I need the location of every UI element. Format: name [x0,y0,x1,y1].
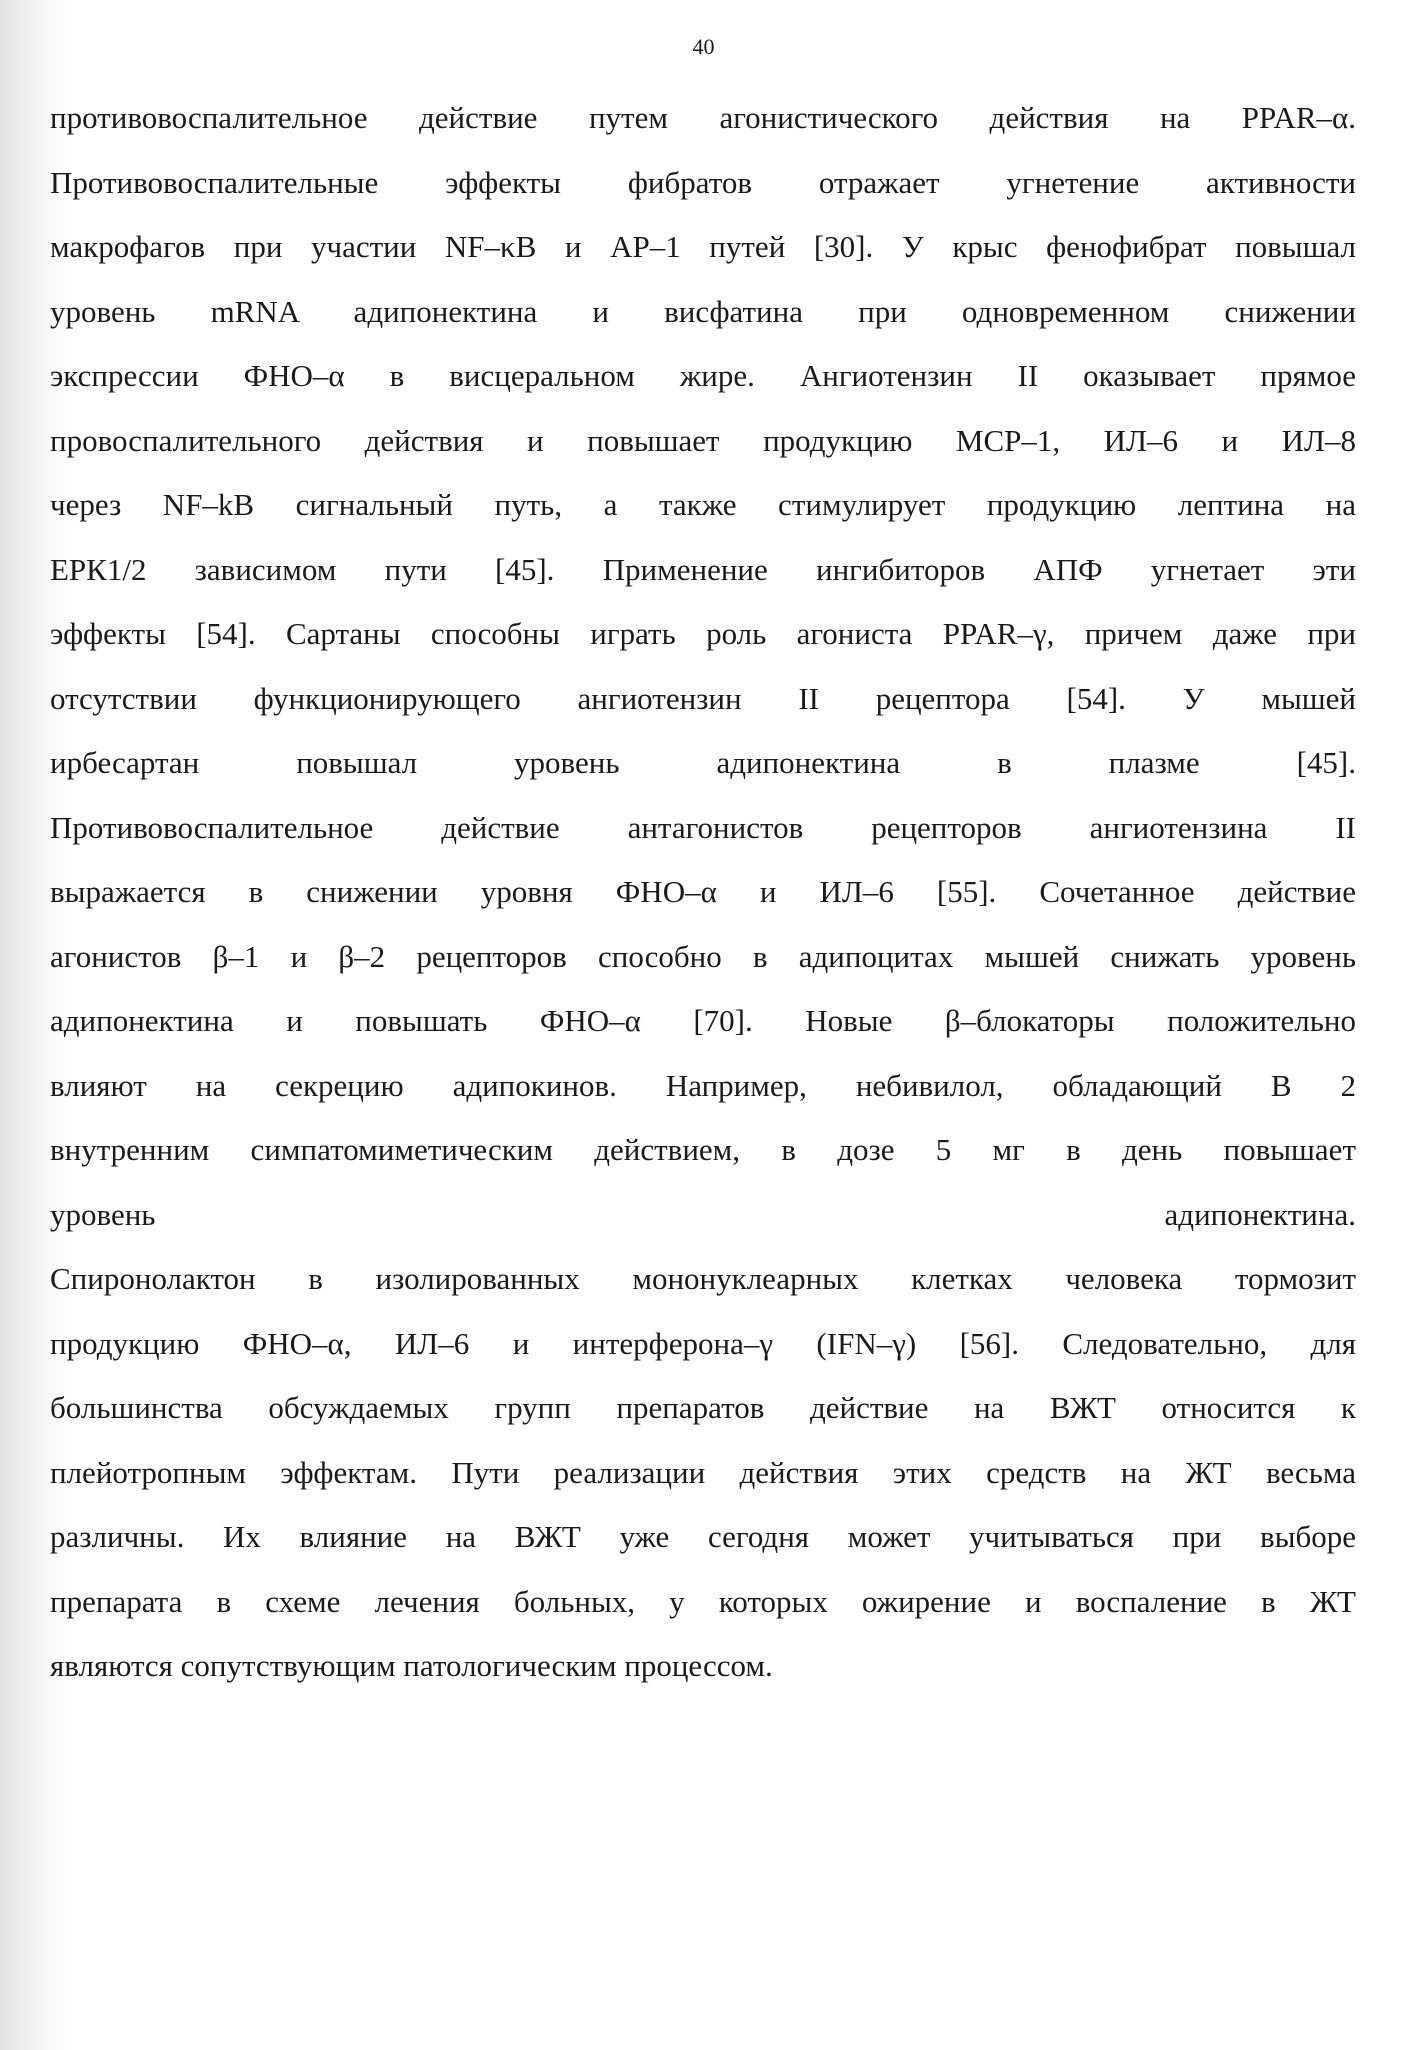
text-line: адипонектина и повышать ФНО–α [70]. Новые β–блокаторы положительно [50,1003,1356,1038]
text-line: провоспалительного действия и повышает продукцию MCP–1, ИЛ–6 и ИЛ–8 [50,422,1356,458]
text-line-last: являются сопутствующим патологическим процессом. [50,1648,773,1683]
page-number: 40 [692,34,715,59]
text-line: выражается в снижении уровня ФНО–α и ИЛ–6 [55]. Сочетанное действие [50,874,1356,909]
text-line: через NF–kB сигнальный путь, а также стимулирует продукцию лептина на [50,487,1356,522]
text-line: Противовоспалительные эффекты фибратов отражает угнетение активности [50,164,1356,200]
text-line: агонистов β–1 и β–2 рецепторов способно в адипоцитах мышей снижать уровень [50,938,1356,974]
text-line: внутренним симпатомиметическим действием, в дозе 5 мг в день повышает [50,1132,1356,1167]
text-line: макрофагов при участии NF–κB и AP–1 путей [30]. У крыс фенофибрат повышал [50,229,1356,264]
body-text [50,86,1356,1699]
text-line: ЕРК1/2 зависимом пути [45]. Применение ингибиторов АПФ угнетает эти [50,551,1356,587]
text-line: ирбесартан повышал уровень адипонектина в плазме [45]. [50,745,1356,780]
text-line: продукцию ФНО–α, ИЛ–6 и интерферона–γ (IFN–γ) [56]. Следовательно, для [50,1325,1356,1361]
text-line: большинства обсуждаемых групп препаратов действие на ВЖТ относится к [50,1390,1356,1425]
text-line: эффекты [54]. Сартаны способны играть роль агониста PPAR–γ, причем даже при [50,616,1356,651]
text-line: Противовоспалительное действие антагонистов рецепторов ангиотензина II [50,809,1356,845]
text-line: препарата в схеме лечения больных, у которых ожирение и воспаление в ЖТ [50,1583,1356,1619]
text-line: противовоспалительное действие путем агонистического действия на PPAR–α. [50,100,1356,135]
text-line: различны. Их влияние на ВЖТ уже сегодня может учитываться при выборе [50,1519,1356,1554]
text-line: отсутствии функционирующего ангиотензин II рецептора [54]. У мышей [50,680,1356,716]
text-line: плейотропным эффектам. Пути реализации действия этих средств на ЖТ весьма [50,1454,1356,1490]
text-line: влияют на секрецию адипокинов. Например, небивилол, обладающий В 2 [50,1067,1356,1103]
text-line: экспрессии ФНО–α в висцеральном жире. Ангиотензин II оказывает прямое [50,358,1356,393]
text-line: уровень mRNA адипонектина и висфатина при одновременном снижении [50,293,1356,329]
text-line: уровень адипонектина. [50,1196,1356,1232]
text-line: Спиронолактон в изолированных мононуклеарных клетках человека тормозит [50,1261,1356,1296]
